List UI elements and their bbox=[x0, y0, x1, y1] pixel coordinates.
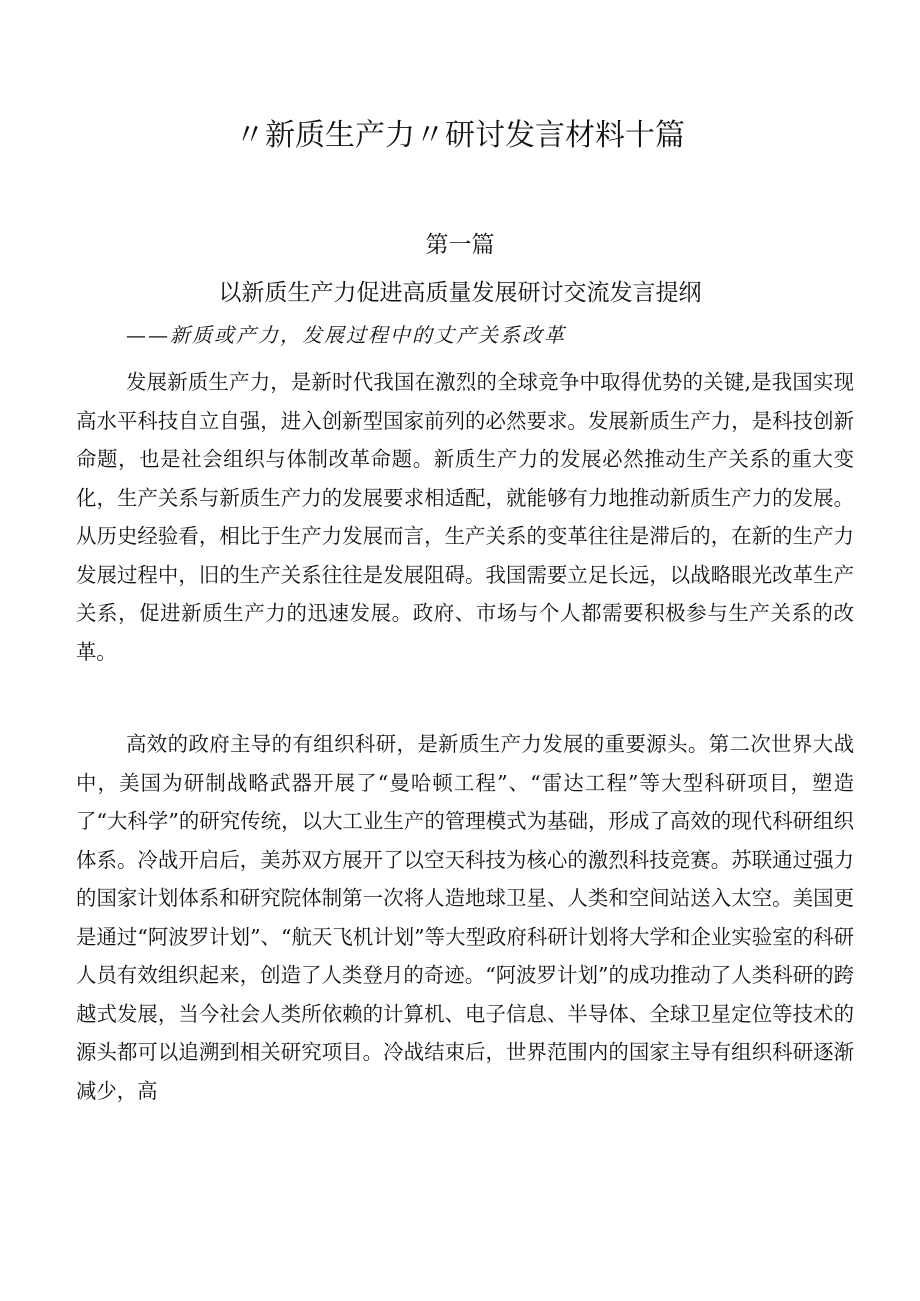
chapter-title: 以新质生产力促进高质量发展研讨交流发言提纲 bbox=[218, 280, 702, 306]
chapter-subtitle: ——新质或产力，发展过程中的丈产关系改革 bbox=[126, 323, 566, 347]
chapter-label: 第一篇 bbox=[425, 232, 495, 258]
document-title: 〃新质生产力〃研讨发言材料十篇 bbox=[235, 118, 685, 153]
body-paragraph: 发展新质生产力，是新时代我国在激烈的全球竞争中取得优势的关键,是我国实现高水平科技自立自强，进入创新型国家前列的必然要求。发展新质生产力，是科技创新命题，也是社会组织与体制改革命题。新质生产力的发展必然推动生产关系的重大变化，生产关系与新质生产力的发展要求相适配，就能够有力地推动新质生产力的发展。从历史经验看，相比于生产力发展而言，生产关系的变革往往是滞后的，在新的生产力发展过程中，旧的生产关系往往是发展阻碍。我国需要立足长远，以战略眼光改革生产关系，促进新质生产力的迅速发展。政府、市场与个人都需要积极参与生产关系的改革。 bbox=[76, 370, 854, 664]
body-paragraph: 高效的政府主导的有组织科研，是新质生产力发展的重要源头。第二次世界大战中，美国为研制战略武器开展了“曼哈顿工程”、“雷达工程”等大型科研项目，塑造了“大科学”的研究传统，以大工业生产的管理模式为基础，形成了高效的现代科研组织体系。冷战开启后，美苏双方展开了以空天科技为核心的激烈科技竞赛。苏联通过强力的国家计划体系和研究院体制第一次将人造地球卫星、人类和空间站送入太空。美国更是通过“阿波罗计划”、“航天飞机计划”等大型政府科研计划将大学和企业实验室的科研人员有效组织起来，创造了人类登月的奇迹。“阿波罗计划”的成功推动了人类科研的跨越式发展，当今社会人类所依赖的计算机、电子信息、半导体、全球卫星定位等技术的源头都可以追溯到相关研究项目。冷战结束后，世界范围内的国家主导有组织科研逐渐减少，高 bbox=[76, 732, 854, 1103]
